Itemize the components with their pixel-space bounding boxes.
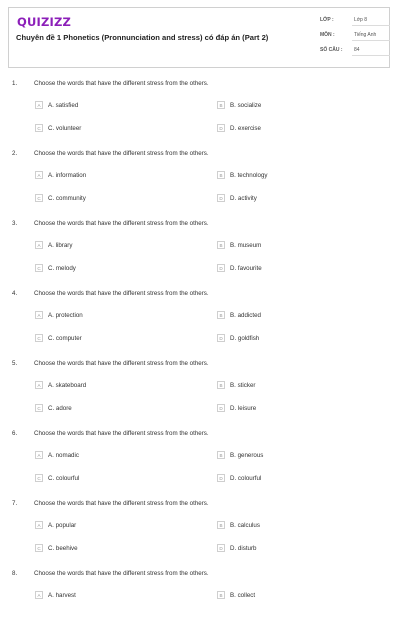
question-2 [0, 150, 400, 220]
option-letter-box[interactable]: A [35, 451, 43, 459]
option-d[interactable] [217, 194, 257, 202]
worksheet-header [8, 7, 390, 68]
option-text: D. colourful [230, 474, 262, 482]
option-text: A. library [48, 241, 73, 249]
option-a[interactable] [35, 451, 79, 459]
option-letter-box[interactable]: B [217, 591, 225, 599]
option-letter-box[interactable]: A [35, 171, 43, 179]
question-4 [0, 290, 400, 360]
option-text: C. volunteer [48, 124, 82, 132]
option-c[interactable] [35, 404, 72, 412]
question-number: 4. [12, 290, 18, 297]
question-text: Choose the words that have the different stress from the others. [34, 500, 209, 507]
option-letter-box[interactable]: B [217, 451, 225, 459]
meta-underline [352, 55, 390, 56]
option-letter-box[interactable]: A [35, 311, 43, 319]
option-letter-box[interactable]: B [217, 101, 225, 109]
option-letter-box[interactable]: A [35, 241, 43, 249]
option-letter-box[interactable]: D [217, 404, 225, 412]
meta-underline [352, 25, 390, 26]
option-b[interactable] [217, 101, 261, 109]
option-text: D. activity [230, 194, 257, 202]
question-text: Choose the words that have the different stress from the others. [34, 150, 209, 157]
question-6 [0, 430, 400, 500]
question-text: Choose the words that have the different stress from the others. [34, 290, 209, 297]
option-text: B. calculus [230, 521, 260, 529]
option-letter-box[interactable]: B [217, 311, 225, 319]
question-7 [0, 500, 400, 570]
meta-label: SỐ CÂU : [320, 47, 343, 53]
option-letter-box[interactable]: A [35, 591, 43, 599]
option-letter-box[interactable]: D [217, 334, 225, 342]
option-letter-box[interactable]: C [35, 474, 43, 482]
option-letter-box[interactable]: B [217, 521, 225, 529]
meta-underline [352, 40, 390, 41]
option-text: A. information [48, 171, 87, 179]
option-letter-box[interactable]: D [217, 264, 225, 272]
option-b[interactable] [217, 521, 260, 529]
option-c[interactable] [35, 474, 79, 482]
option-text: D. goldfish [230, 334, 260, 342]
question-text: Choose the words that have the different stress from the others. [34, 360, 209, 367]
meta-value: Tiếng Anh [354, 32, 377, 38]
option-letter-box[interactable]: C [35, 404, 43, 412]
option-text: A. skateboard [48, 381, 87, 389]
option-letter-box[interactable]: D [217, 194, 225, 202]
option-d[interactable] [217, 404, 256, 412]
option-c[interactable] [35, 264, 76, 272]
option-text: C. melody [48, 264, 76, 272]
option-d[interactable] [217, 544, 256, 552]
option-c[interactable] [35, 194, 86, 202]
meta-value: Lớp 8 [354, 17, 368, 23]
option-letter-box[interactable]: A [35, 521, 43, 529]
option-b[interactable] [217, 591, 255, 599]
option-letter-box[interactable]: A [35, 381, 43, 389]
option-text: B. collect [230, 591, 256, 599]
question-number: 3. [12, 220, 18, 227]
option-letter-box[interactable]: B [217, 241, 225, 249]
option-text: C. computer [48, 334, 82, 342]
option-text: D. leisure [230, 404, 257, 412]
option-d[interactable] [217, 474, 261, 482]
question-number: 8. [12, 570, 18, 577]
question-3 [0, 220, 400, 290]
question-number: 5. [12, 360, 18, 367]
question-number: 2. [12, 150, 18, 157]
option-text: D. disturb [230, 544, 257, 552]
question-number: 7. [12, 500, 18, 507]
option-text: B. addicted [230, 311, 261, 319]
option-letter-box[interactable]: C [35, 544, 43, 552]
question-text: Choose the words that have the different stress from the others. [34, 220, 209, 227]
option-c[interactable] [35, 124, 81, 132]
option-letter-box[interactable]: D [217, 544, 225, 552]
option-letter-box[interactable]: D [217, 124, 225, 132]
option-a[interactable] [35, 311, 83, 319]
question-number: 1. [12, 80, 18, 87]
option-b[interactable] [217, 311, 261, 319]
option-d[interactable] [217, 264, 262, 272]
option-letter-box[interactable]: B [217, 381, 225, 389]
option-text: A. satisfied [48, 101, 79, 109]
option-letter-box[interactable]: D [217, 474, 225, 482]
option-b[interactable] [217, 381, 255, 389]
option-text: B. technology [230, 171, 268, 179]
option-a[interactable] [35, 171, 86, 179]
option-b[interactable] [217, 171, 268, 179]
option-text: B. museum [230, 241, 262, 249]
option-text: B. generous [230, 451, 264, 459]
option-text: A. harvest [48, 591, 76, 599]
option-b[interactable] [217, 241, 261, 249]
question-5 [0, 360, 400, 430]
document-title: Chuyên đề 1 Phonetics (Pronnunciation and stress) có đáp án (Part 2) [16, 33, 269, 42]
meta-value: 84 [354, 47, 360, 53]
option-c[interactable] [35, 334, 82, 342]
option-text: D. exercise [230, 124, 261, 132]
option-letter-box[interactable]: C [35, 124, 43, 132]
option-text: C. beehive [48, 544, 78, 552]
option-text: B. socialize [230, 101, 262, 109]
option-text: A. nomadic [48, 451, 79, 459]
option-letter-box[interactable]: C [35, 264, 43, 272]
option-text: B. sticker [230, 381, 256, 389]
option-b[interactable] [217, 451, 263, 459]
option-a[interactable] [35, 101, 78, 109]
option-c[interactable] [35, 544, 78, 552]
option-letter-box[interactable]: B [217, 171, 225, 179]
question-number: 6. [12, 430, 18, 437]
option-letter-box[interactable]: A [35, 101, 43, 109]
option-letter-box[interactable]: C [35, 194, 43, 202]
option-text: C. community [48, 194, 86, 202]
option-d[interactable] [217, 334, 259, 342]
quizizz-logo: QUIZIZZ [17, 15, 72, 29]
option-text: C. colourful [48, 474, 80, 482]
meta-label: MÔN : [320, 32, 335, 38]
question-8 [0, 570, 400, 640]
meta-label: LỚP : [320, 17, 334, 23]
option-text: A. protection [48, 311, 83, 319]
question-text: Choose the words that have the different stress from the others. [34, 570, 209, 577]
option-text: C. adore [48, 404, 72, 412]
option-a[interactable] [35, 241, 72, 249]
option-a[interactable] [35, 591, 76, 599]
question-text: Choose the words that have the different stress from the others. [34, 80, 209, 87]
question-1 [0, 80, 400, 150]
option-a[interactable] [35, 381, 86, 389]
option-text: D. favourite [230, 264, 262, 272]
option-a[interactable] [35, 521, 76, 529]
option-text: A. popular [48, 521, 77, 529]
option-letter-box[interactable]: C [35, 334, 43, 342]
question-text: Choose the words that have the different stress from the others. [34, 430, 209, 437]
option-d[interactable] [217, 124, 261, 132]
